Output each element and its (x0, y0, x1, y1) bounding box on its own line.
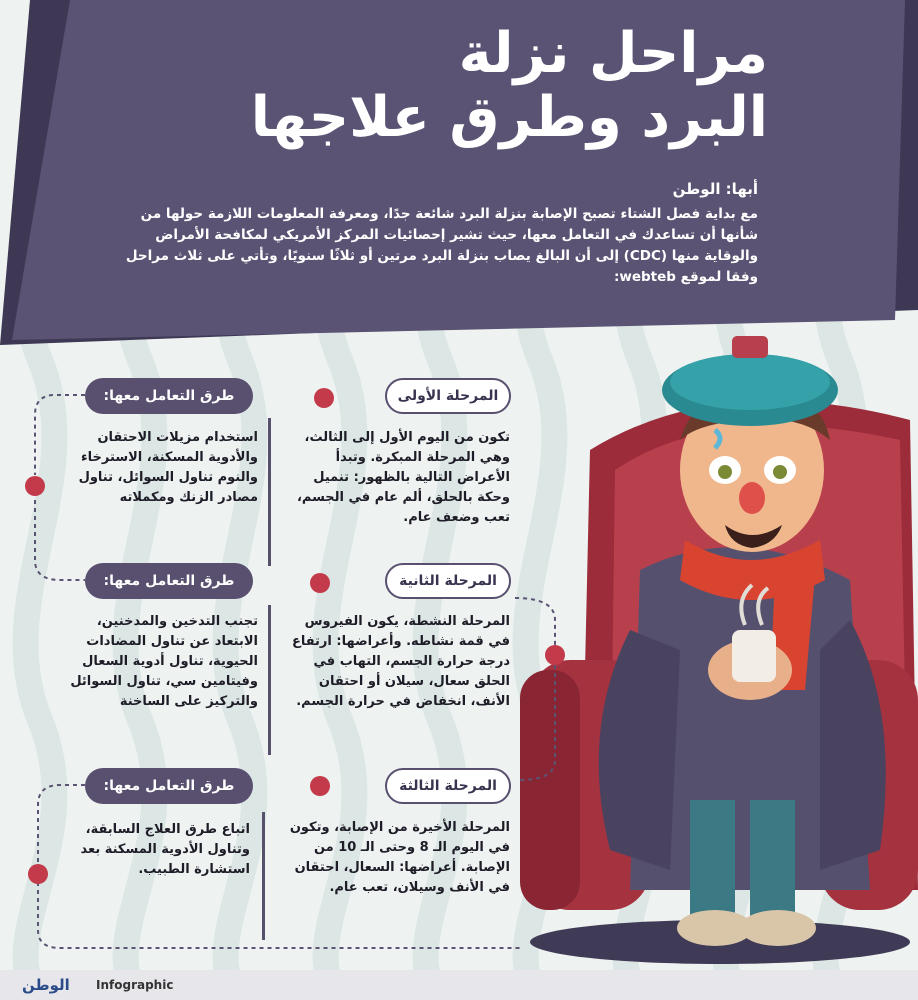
stage-3-description: المرحلة الأخيرة من الإصابة، وتكون في اليوم الـ 8 وحتى الـ 10 من الإصابة. أعراضها: السعال، احتقان في الأنف وسيلان، تعب عام. (289, 820, 510, 895)
stage-2-marker (310, 573, 330, 593)
intro-paragraph: مع بداية فصل الشتاء تصبح الإصابة بنزلة البرد شائعة جدًا، ومعرفة المعلومات اللازمة حولها من شأنها أن تساعدك في التعامل معها، حيث تشير إحصائيات المركز الأمريكي لمكافحة الأمراض والوقاية منها (CDC) إلى أن البالغ يصاب بنزلة البرد مرتين أو ثلاثًا سنويًا، وتأتي على ثلاث مراحل وفقا لموقع webteb: (125, 206, 758, 285)
stage-3-side-marker (28, 864, 48, 884)
stage-3-treatment: اتباع طرق العلاج السابقة، وتناول الأدوية المسكنة بعد استشارة الطبيب. (80, 822, 250, 877)
stage-3-label: المرحلة الثالثة (385, 768, 511, 804)
stage-2-description: المرحلة النشطة، يكون الفيروس في قمة نشاطه. وأعراضها: ارتفاع درجة حرارة الجسم، التهاب في الحلق سعال، سيلان أو احتقان الأنف، انخفاض في حرارة الجسم. (291, 614, 510, 709)
stage-2-label: المرحلة الثانية (385, 563, 511, 599)
infographic-tag: Infographic (96, 978, 174, 992)
footer-bar (0, 970, 918, 1000)
stage-1-side-marker (25, 476, 45, 496)
stage-2-side-marker (545, 645, 565, 665)
stage-1-treatment-label: طرق التعامل معها: (85, 378, 253, 414)
stage-1-marker (314, 388, 334, 408)
stage-1-description: تكون من اليوم الأول إلى الثالث، وهي المرحلة المبكرة. وتبدأ الأعراض التالية بالظهور: تنميل وحكة بالحلق، ألم عام في الجسم، تعب وضعف عام. (296, 430, 510, 525)
stage-3-marker (310, 776, 330, 796)
stage-2-treatment: تجنب التدخين والمدخنين، الابتعاد عن تناول المضادات الحيوية، تناول أدوية السعال وفيتامين سي، تناول السوائل والتركيز على الساخنة (70, 614, 258, 709)
stage-1-label: المرحلة الأولى (385, 378, 511, 414)
stage-1-treatment: استخدام مزيلات الاحتقان والأدوية المسكنة، الاسترخاء والنوم تناول السوائل، تناول مصادر الزنك ومكملاته (78, 430, 258, 505)
title-line-2: البرد وطرق علاجها (250, 85, 768, 150)
stage-3-treatment-label: طرق التعامل معها: (85, 768, 253, 804)
title-line-1: مراحل نزلة (458, 21, 768, 86)
byline: أبها: الوطن (672, 180, 758, 198)
stage-2-treatment-label: طرق التعامل معها: (85, 563, 253, 599)
newspaper-logo: الوطن (22, 976, 70, 994)
